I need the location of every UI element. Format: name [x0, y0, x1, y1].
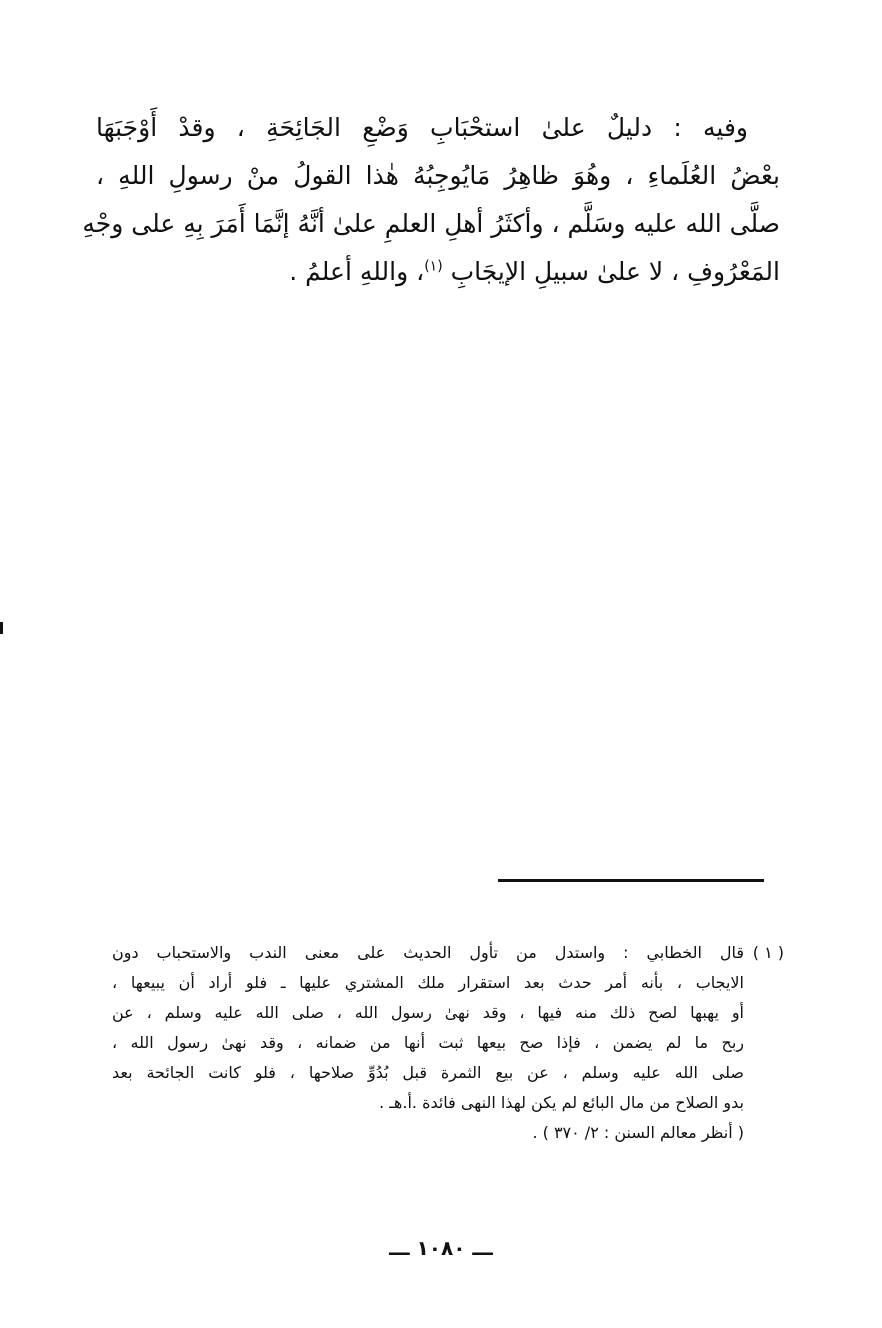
- page-number: ـــ ١٠٨٠ ـــ: [389, 1236, 493, 1260]
- footnote-number: ( ١ ): [752, 943, 784, 962]
- footnotes-section: [112, 938, 784, 1148]
- main-line-4: [96, 248, 780, 296]
- main-line-4-tail: ، واللهِ أعلمُ .: [289, 257, 425, 286]
- main-line-1: وفيه : دليلٌ علىٰ استحْبَابِ وَضْعِ الجَائِحَةِ ، وقدْ أَوْجَبَهَا: [96, 113, 748, 142]
- main-line-3: صلَّى الله عليه وسَلَّم ، وأكثَرُ أهلِ العلمِ علىٰ أنَّهُ إنَّمَا أَمَرَ بِهِ على وجْهِ: [82, 209, 780, 238]
- footnote-line-7: ( أنظر معالم السنن : ٢/ ٣٧٠ ) .: [532, 1123, 744, 1142]
- main-line-4-text: المَعْرُوفِ ، لا علىٰ سبيلِ الإيجَابِ: [450, 257, 780, 286]
- footnote-1: [112, 938, 784, 1148]
- main-paragraph: [82, 104, 780, 296]
- footnote-line-1: قال الخطابي : واستدل من تأول الحديث على معنى الندب والاستحباب دون: [112, 943, 744, 962]
- main-line-2: بعْضُ العُلَماءِ ، وهُوَ ظاهِرُ مَايُوجِبُهُ هٰذا القولُ منْ رسولِ اللهِ ،: [96, 161, 780, 190]
- footnote-line-5: صلى الله عليه وسلم ، عن بيع الثمرة قبل بُدُوِّ صلاحها ، فلو كانت الجائحة بعد: [112, 1063, 744, 1082]
- footnote-body: [112, 938, 744, 1148]
- footnote-line-6: بدو الصلاح من مال البائع لم يكن لهذا النهى فائدة .أ.هـ .: [379, 1093, 744, 1112]
- scan-edge-mark: [0, 622, 3, 634]
- footnote-reference: (١): [424, 258, 443, 275]
- footnote-line-4: ربح ما لم يضمن ، فإذا صح بيعها ثبت أنها من ضمانه ، وقد نهىٰ رسول الله ،: [112, 1033, 744, 1052]
- footnote-line-2: الايجاب ، بأنه أمر حدث بعد استقرار ملك المشتري عليها ـ فلو أراد أن يبيعها ،: [112, 973, 744, 992]
- footnote-separator: [498, 879, 764, 882]
- footnote-line-3: أو يهبها لصح ذلك منه فيها ، وقد نهىٰ رسول الله ، صلى الله عليه وسلم ، عن: [112, 1003, 744, 1022]
